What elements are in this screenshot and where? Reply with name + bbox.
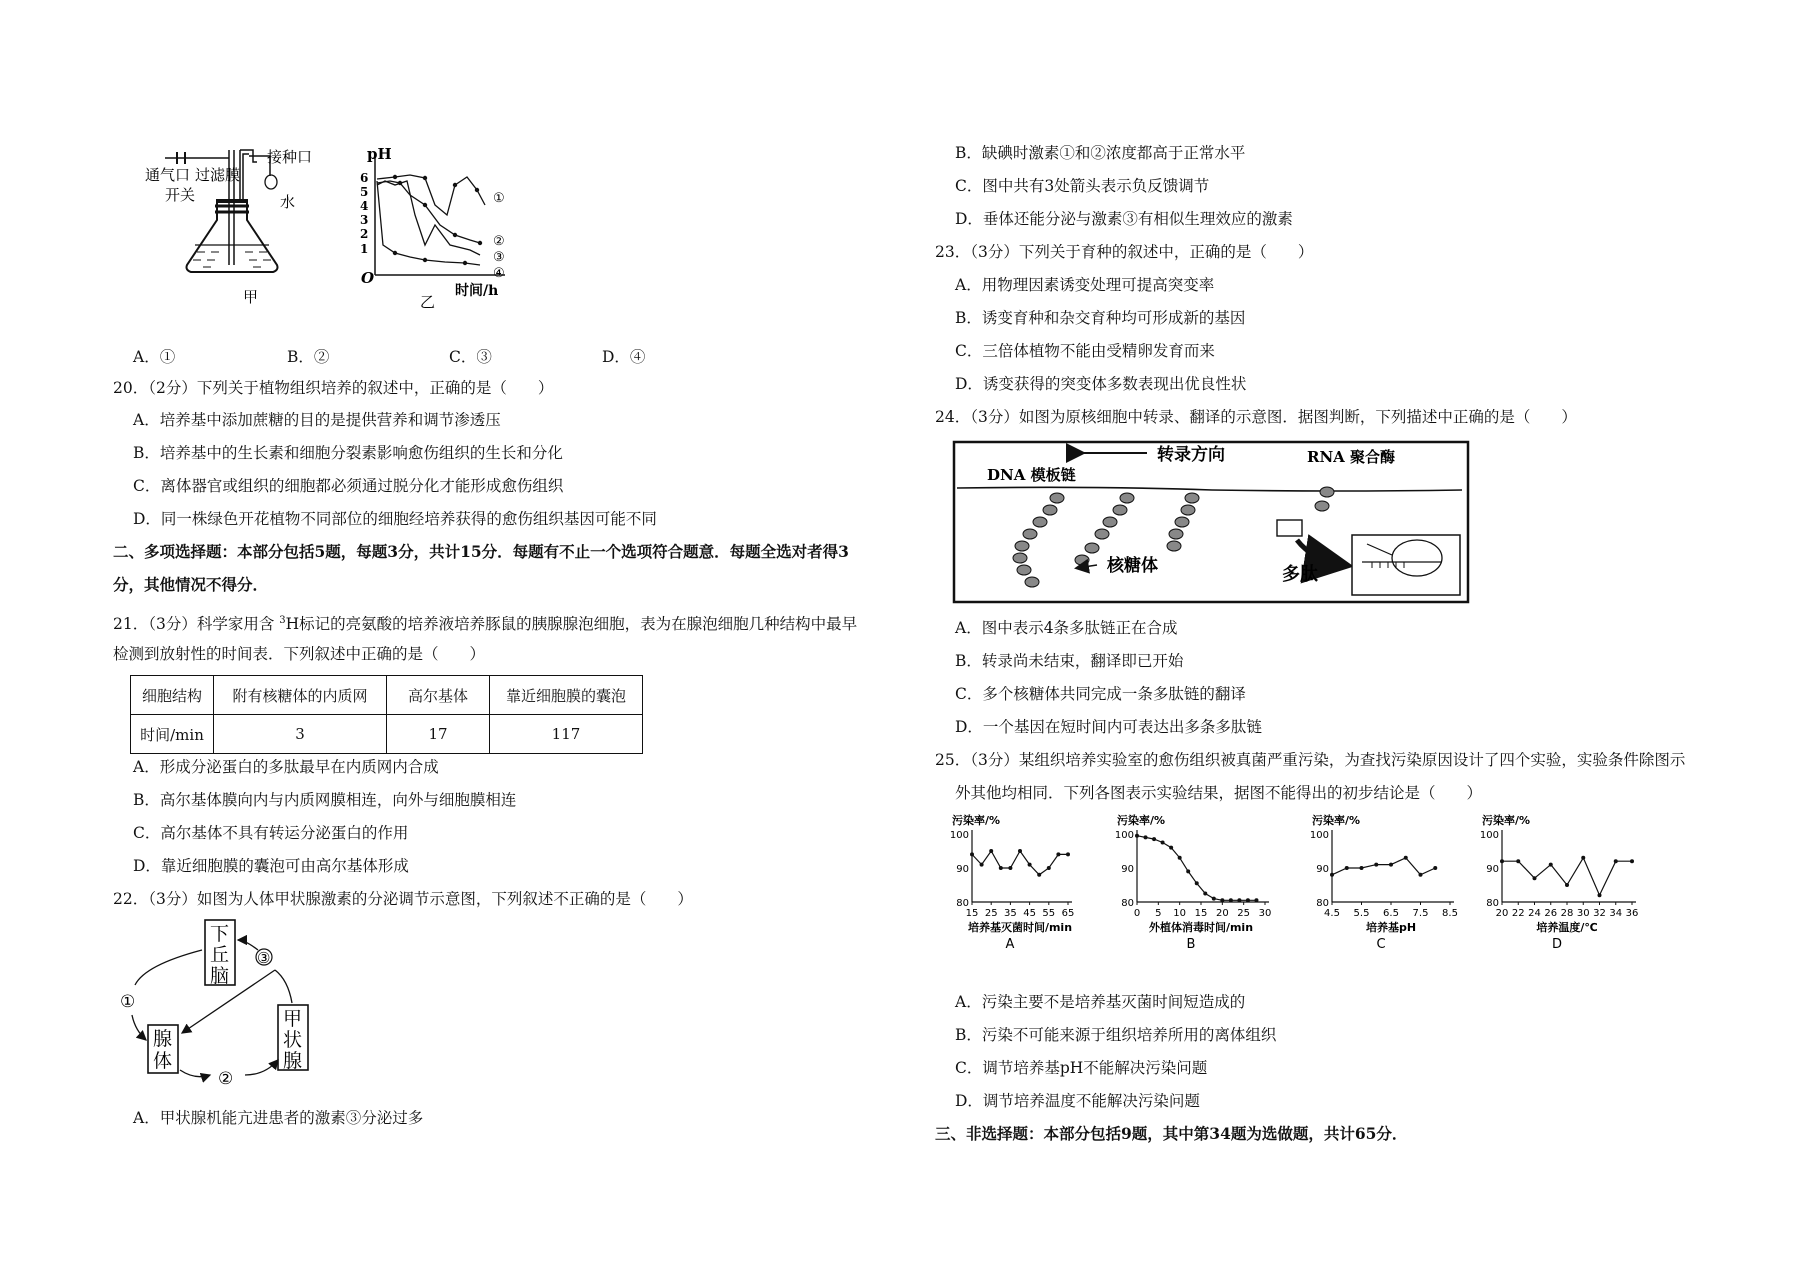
q22-option-d[interactable]: D．垂体还能分泌与激素③有相似生理效应的激素 [955,210,1293,228]
chart-data-point [1433,866,1437,870]
chart-data-point [1161,841,1165,845]
q23-option-d[interactable]: D．诱变获得的突变体多数表现出优良性状 [955,375,1247,393]
hormone-3-label: ③ [257,949,271,967]
chart-data-point [1374,863,1378,867]
apparatus-caption: 甲 [243,288,259,305]
thyroid-char: 状 [283,1029,303,1051]
chart-data-point [1135,834,1139,838]
chart-xtick-label: 26 [1544,908,1558,919]
curve-label-3: ③ [493,250,505,265]
q24-option-d[interactable]: D．一个基因在短时间内可表达出多条多肽链 [955,718,1262,736]
ph-graph-xlabel: 时间/h [455,283,499,299]
chart-xlabel: 培养基pH [1365,921,1417,934]
thyroid-char: 腺 [283,1050,303,1072]
chart-data-point [1152,837,1156,841]
chart-data-point [1630,859,1634,863]
q25-stem-line2: 外其他均相同．下列各图表示实验结果，据图不能得出的初步结论是（ ） [955,784,1483,802]
q25-chart-a [950,812,1100,962]
chart-data-point [1018,849,1022,853]
chart-data-point [1047,866,1051,870]
chart-series-line [1502,858,1632,895]
chart-ytick-label: 90 [1486,864,1499,875]
ph-ytick: 5 [360,185,369,199]
chart-data-point [1549,863,1553,867]
q19-option-b[interactable]: B．② [287,348,330,366]
chart-xtick-label: 55 [1042,908,1056,919]
q24-option-b[interactable]: B．转录尚未结束，翻译即已开始 [955,652,1184,670]
table-row [131,676,643,715]
chart-data-point [1419,873,1423,877]
ph-ytick: 3 [360,213,369,227]
q24-transcription-translation-figure [952,440,1472,605]
q21-stem-line1: 21．（3分）科学家用含 $^3$H标记的亮氨酸的培养液培养豚鼠的胰腺腺泡细胞，表为在腺泡细胞几种结构中最早 [113,615,858,634]
table-cell: 117 [490,715,643,754]
q21-option-b[interactable]: B．高尔基体膜向内与内质网膜相连，向外与细胞膜相连 [133,791,517,809]
curve-label-2: ② [493,234,505,249]
hormone-2-label: ② [218,1069,234,1089]
chart-ylabel: 污染率/% [952,814,1001,827]
chart-xtick-label: 10 [1173,908,1187,919]
hypothalamus-char: 下 [210,923,230,945]
chart-xtick-label: 45 [1023,908,1036,919]
chart-ytick-label: 90 [1316,864,1329,875]
q21-option-a[interactable]: A．形成分泌蛋白的多肽最早在内质网内合成 [133,758,439,776]
q25-option-c[interactable]: C．调节培养基pH不能解决污染问题 [955,1059,1208,1077]
q20-option-c[interactable]: C．离体器官或组织的细胞都必须通过脱分化才能形成愈伤组织 [133,477,564,495]
chart-data-point [1237,898,1241,902]
ph-ytick: 6 [360,171,369,185]
q25-chart-c [1310,812,1470,962]
chart-data-point [1404,856,1408,860]
chart-caption: D [1551,937,1563,952]
chart-ytick-label: 80 [1121,898,1134,909]
chart-xtick-label: 24 [1528,908,1541,919]
chart-data-point [989,849,993,853]
q23-option-b[interactable]: B．诱变育种和杂交育种均可形成新的基因 [955,309,1246,327]
chart-data-point [1516,859,1520,863]
table-row [131,715,643,754]
q21-table [130,675,643,754]
q25-option-b[interactable]: B．污染不可能来源于组织培养所用的离体组织 [955,1026,1277,1044]
chart-data-point [999,866,1003,870]
chart-data-point [1037,873,1041,877]
chart-data-point [1360,866,1364,870]
chart-xtick-label: 5 [1155,908,1162,919]
q20-option-d[interactable]: D．同一株绿色开花植物不同部位的细胞经培养获得的愈伤组织基因可能不同 [133,510,657,528]
table-cell: 附有核糖体的内质网 [214,676,387,715]
table-cell: 时间/min [131,715,214,754]
chart-data-point [1195,881,1199,885]
q23-stem: 23．（3分）下列关于育种的叙述中，正确的是（ ） [935,243,1314,261]
chart-ylabel: 污染率/% [1312,814,1361,827]
chart-data-point [1008,866,1012,870]
chart-xtick-label: 65 [1061,908,1075,919]
chart-ytick-label: 80 [1486,898,1499,909]
ph-ytick: 1 [360,242,369,256]
q19-apparatus-figure [125,140,335,305]
chart-xtick-label: 8.5 [1442,908,1458,919]
q22-stem: 22．（3分）如图为人体甲状腺激素的分泌调节示意图，下列叙述不正确的是（ ） [113,890,693,908]
q23-option-c[interactable]: C．三倍体植物不能由受精卵发育而来 [955,342,1215,360]
table-cell: 17 [387,715,490,754]
peptide-label: 多肽 [1282,564,1318,585]
thyroid-char: 甲 [283,1008,303,1030]
q24-stem: 24．（3分）如图为原核细胞中转录、翻译的示意图．据图判断，下列描述中正确的是（ ） [935,408,1577,426]
q21-option-d[interactable]: D．靠近细胞膜的囊泡可由高尔基体形成 [133,857,409,875]
apparatus-switch-label: 开关 [165,186,196,204]
section2-heading-line2: 分，其他情况不得分． [113,575,269,594]
chart-data-point [1389,863,1393,867]
dna-template-label: DNA 模板链 [987,466,1076,484]
chart-xtick-label: 30 [1576,908,1590,919]
q25-option-d[interactable]: D．调节培养温度不能解决污染问题 [955,1092,1200,1110]
chart-data-point [1144,835,1148,839]
chart-xtick-label: 20 [1215,908,1229,919]
chart-data-point [1598,893,1602,897]
table-cell: 高尔基体 [387,676,490,715]
chart-caption: B [1186,937,1196,952]
chart-data-point [1186,869,1190,873]
q20-stem: 20．（2分）下列关于植物组织培养的叙述中，正确的是（ ） [113,379,554,397]
chart-xlabel: 培养温度/℃ [1536,921,1598,934]
chart-data-point [1533,876,1537,880]
chart-ytick-label: 80 [1316,898,1329,909]
q22-option-a[interactable]: A．甲状腺机能亢进患者的激素③分泌过多 [133,1109,424,1127]
q25-stem-line1: 25．（3分）某组织培养实验室的愈伤组织被真菌严重污染，为查找污染原因设计了四个实验，实验条件除图示 [935,751,1686,769]
hypothalamus-char: 脑 [210,965,230,987]
apparatus-inoculation-label: 接种口 [267,148,313,166]
chart-data-point [1178,856,1182,860]
chart-data-point [1212,897,1216,901]
chart-data-point [1246,898,1250,902]
chart-ytick-label: 100 [1480,830,1499,841]
chart-ylabel: 污染率/% [1482,814,1531,827]
q23-option-a[interactable]: A．用物理因素诱变处理可提高突变率 [955,276,1215,294]
q20-option-a[interactable]: A．培养基中添加蔗糖的目的是提供营养和调节渗透压 [133,411,501,429]
chart-xtick-label: 32 [1593,908,1606,919]
curve-label-1: ① [493,191,505,206]
chart-xtick-label: 28 [1560,908,1574,919]
q22-option-c[interactable]: C．图中共有3处箭头表示负反馈调节 [955,177,1210,195]
chart-ytick-label: 80 [956,898,969,909]
chart-data-point [1220,898,1224,902]
q25-option-a[interactable]: A．污染主要不是培养基灭菌时间短造成的 [955,993,1246,1011]
chart-data-point [970,852,974,856]
q24-option-c[interactable]: C．多个核糖体共同完成一条多肽链的翻译 [955,685,1246,703]
chart-series-line [1137,836,1257,901]
chart-data-point [1614,859,1618,863]
pituitary-char: 腺 [153,1028,173,1050]
section2-heading-line1: 二、多项选择题：本部分包括5题，每题3分，共计15分．每题有不止一个选项符合题意．每题全选对者得3 [113,542,849,561]
q19-ph-graph [355,145,535,310]
chart-xlabel: 培养基灭菌时间/min [967,921,1073,934]
chart-caption: C [1376,937,1386,952]
chart-ytick-label: 90 [956,864,969,875]
q21-stem-line2: 检测到放射性的时间表．下列叙述中正确的是（ ） [113,645,486,663]
chart-xtick-label: 34 [1609,908,1623,919]
hypothalamus-char: 丘 [210,944,230,966]
chart-ylabel: 污染率/% [1117,814,1166,827]
ph-ytick: 2 [360,227,369,241]
chart-data-point [1500,859,1504,863]
chart-data-point [1345,866,1349,870]
apparatus-air-inlet-label: 通气口 [145,166,191,184]
curve-label-4: ④ [493,266,505,281]
q19-option-c[interactable]: C．③ [449,348,492,366]
q19-option-d[interactable]: D．④ [602,348,646,366]
chart-xtick-label: 4.5 [1324,908,1340,919]
chart-caption: A [1005,937,1015,952]
chart-data-point [1066,852,1070,856]
chart-xtick-label: 35 [1004,908,1017,919]
chart-ytick-label: 100 [1115,830,1134,841]
q22-option-b[interactable]: B．缺碘时激素①和②浓度都高于正常水平 [955,144,1246,162]
apparatus-water-label: 水 [280,193,296,211]
chart-data-point [1056,852,1060,856]
chart-xtick-label: 7.5 [1412,908,1429,919]
chart-data-point [1565,883,1569,887]
chart-xtick-label: 0 [1133,908,1141,919]
hormone-1-label: ① [120,992,136,1012]
q20-option-b[interactable]: B．培养基中的生长素和细胞分裂素影响愈伤组织的生长和分化 [133,444,563,462]
chart-xtick-label: 6.5 [1383,908,1399,919]
chart-xtick-label: 22 [1511,908,1525,919]
ph-graph-origin: O [361,269,375,287]
table-cell: 靠近细胞膜的囊泡 [490,676,643,715]
chart-ytick-label: 90 [1121,864,1134,875]
chart-xtick-label: 15 [965,908,979,919]
chart-data-point [1330,873,1334,877]
chart-xtick-label: 30 [1258,908,1272,919]
chart-xtick-label: 36 [1625,908,1639,919]
transcription-direction-label: 转录方向 [1157,445,1225,465]
chart-xtick-label: 5.5 [1353,908,1370,919]
chart-data-point [1254,898,1258,902]
q25-chart-b [1115,812,1290,962]
ph-graph-ylabel: pH [367,145,392,163]
chart-ytick-label: 100 [950,830,969,841]
chart-data-point [1203,892,1207,896]
chart-data-point [1169,846,1173,850]
table-cell: 细胞结构 [131,676,214,715]
rna-polymerase-label: RNA 聚合酶 [1307,448,1396,466]
chart-xlabel: 外植体消毒时间/min [1148,921,1254,934]
section3-heading: 三、非选择题：本部分包括9题，其中第34题为选做题，共计65分． [935,1124,1408,1143]
chart-data-point [1581,856,1585,860]
q22-thyroid-regulation-diagram [120,915,340,1090]
q24-option-a[interactable]: A．图中表示4条多肽链正在合成 [955,619,1178,637]
q25-chart-d [1480,812,1650,962]
ribosome-label: 核糖体 [1107,556,1158,576]
ph-graph-caption: 乙 [420,293,436,310]
q21-option-c[interactable]: C．高尔基体不具有转运分泌蛋白的作用 [133,824,409,842]
table-cell: 3 [214,715,387,754]
q19-option-a[interactable]: A．① [133,348,176,366]
chart-xtick-label: 25 [1237,908,1251,919]
chart-ytick-label: 100 [1310,830,1329,841]
chart-data-point [1229,898,1233,902]
chart-data-point [1028,863,1032,867]
chart-data-point [980,863,984,867]
chart-xtick-label: 20 [1495,908,1509,919]
ph-ytick: 4 [360,199,369,213]
chart-xtick-label: 15 [1194,908,1208,919]
chart-xtick-label: 25 [984,908,998,919]
pituitary-char: 体 [153,1050,173,1072]
apparatus-filter-label: 过滤膜 [195,166,241,184]
chart-series-line [972,851,1068,875]
